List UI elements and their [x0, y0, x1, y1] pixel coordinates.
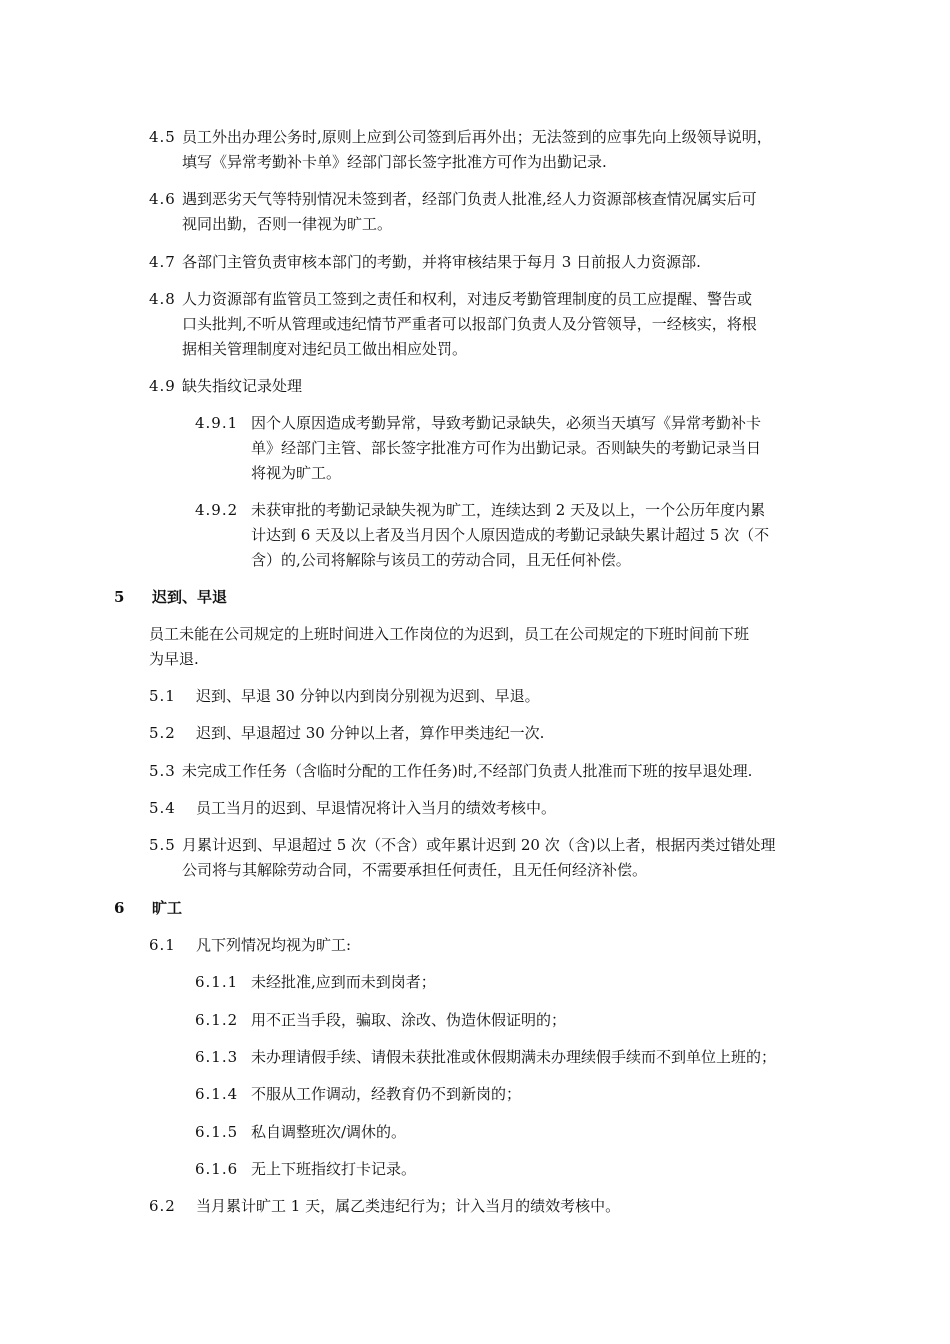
- clause-text: 凡下列情况均视为旷工:: [196, 936, 352, 954]
- clause-number: 4.8: [149, 290, 176, 308]
- clause-number: 4.7: [149, 253, 176, 271]
- clause-text: 当月累计旷工 1 天，属乙类违纪行为；计入当月的绩效考核中。: [196, 1197, 621, 1215]
- clause-number: 5.1: [149, 687, 176, 705]
- clause-number: 5.3: [149, 762, 176, 780]
- clause-text: 各部门主管负责审核本部门的考勤，并将审核结果于每月 3 日前报人力资源部.: [182, 253, 701, 271]
- clause-number: 5.4: [149, 799, 176, 817]
- clause-text: 未获审批的考勤记录缺失视为旷工，连续达到 2 天及以上，一个公历年度内累 计达到 6 天及以上者及当月因个人原因造成的考勤记录缺失累计超过 5 次（不 含）的,公司将解除与该员工的劳动合同，且无任何补偿。: [251, 501, 770, 569]
- section-number: 5: [114, 588, 125, 606]
- clause-number: 4.9.2: [195, 501, 239, 519]
- clause-number: 4.5: [149, 128, 176, 146]
- clause-number: 6.1.3: [195, 1048, 239, 1066]
- clause-number: 6.1.6: [195, 1160, 239, 1178]
- clause-number: 6.1.2: [195, 1011, 239, 1029]
- section-number: 6: [114, 899, 125, 917]
- section-title: 旷工: [152, 899, 183, 917]
- clause-text: 迟到、早退超过 30 分钟以上者，算作甲类违纪一次.: [196, 724, 545, 742]
- clause-number: 4.9.1: [195, 414, 239, 432]
- clause-text: 缺失指纹记录处理: [182, 377, 303, 395]
- clause-number: 5.5: [149, 836, 176, 854]
- clause-text: 月累计迟到、早退超过 5 次（不含）或年累计迟到 20 次（含)以上者，根据丙类过错处理 公司将与其解除劳动合同，不需要承担任何责任，且无任何经济补偿。: [182, 836, 776, 879]
- clause-number: 6.1.4: [195, 1085, 239, 1103]
- clause-text: 未经批准,应到而未到岗者；: [251, 973, 436, 991]
- section-5-intro: 员工未能在公司规定的上班时间进入工作岗位的为迟到，员工在公司规定的下班时间前下班 为早退.: [149, 625, 750, 668]
- clause-text: 人力资源部有监管员工签到之责任和权利，对违反考勤管理制度的员工应提醒、警告或 口头批判,不听从管理或违纪情节严重者可以报部门负责人及分管领导，一经核实，将根 据相关管理制度对违纪员工做出相应处罚。: [182, 290, 757, 358]
- clause-text: 迟到、早退 30 分钟以内到岗分别视为迟到、早退。: [196, 687, 540, 705]
- section-title: 迟到、早退: [152, 588, 228, 606]
- clause-text: 无上下班指纹打卡记录。: [251, 1160, 417, 1178]
- clause-number: 6.1.5: [195, 1123, 239, 1141]
- clause-number: 6.1.1: [195, 973, 239, 991]
- clause-text: 因个人原因造成考勤异常，导致考勤记录缺失，必须当天填写《异常考勤补卡 单》经部门主管、部长签字批准方可作为出勤记录。否则缺失的考勤记录当日 将视为旷工。: [251, 414, 762, 482]
- clause-text: 未完成工作任务（含临时分配的工作任务)时,不经部门负责人批准而下班的按早退处理.: [182, 762, 753, 780]
- clause-number: 6.2: [149, 1197, 176, 1215]
- clause-number: 4.6: [149, 190, 176, 208]
- clause-number: 5.2: [149, 724, 176, 742]
- clause-text: 私自调整班次/调休的。: [251, 1123, 407, 1141]
- clause-number: 6.1: [149, 936, 176, 954]
- clause-text: 用不正当手段，骗取、涂改、伪造休假证明的；: [251, 1011, 567, 1029]
- clause-text: 不服从工作调动，经教育仍不到新岗的；: [251, 1085, 522, 1103]
- clause-text: 遇到恶劣天气等特别情况未签到者，经部门负责人批准,经人力资源部核查情况属实后可 视同出勤，否则一律视为旷工。: [182, 190, 757, 233]
- clause-text: 员工外出办理公务时,原则上应到公司签到后再外出；无法签到的应事先向上级领导说明， 填写《异常考勤补卡单》经部门部长签字批准方可作为出勤记录.: [182, 128, 772, 171]
- clause-text: 员工当月的迟到、早退情况将计入当月的绩效考核中。: [196, 799, 557, 817]
- clause-text: 未办理请假手续、请假未获批准或休假期满未办理续假手续而不到单位上班的；: [251, 1048, 777, 1066]
- clause-number: 4.9: [149, 377, 176, 395]
